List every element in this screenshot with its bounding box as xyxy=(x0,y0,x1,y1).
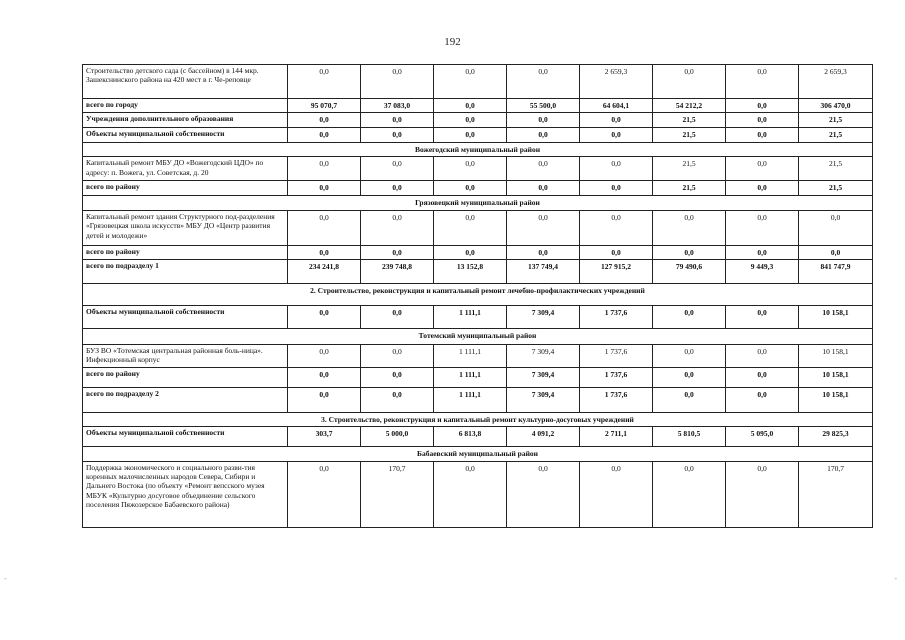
row-label: Объекты муниципальной собственности xyxy=(83,305,288,328)
value-cell: 0,0 xyxy=(361,387,434,412)
value-cell: 0,0 xyxy=(580,181,653,196)
value-cell: 55 500,0 xyxy=(507,99,580,113)
value-cell: 4 091,2 xyxy=(507,427,580,447)
value-cell: 0,0 xyxy=(507,65,580,99)
value-cell: 0,0 xyxy=(726,305,799,328)
value-cell: 0,0 xyxy=(507,128,580,143)
section-heading-row xyxy=(83,143,873,157)
value-cell: 1 111,1 xyxy=(434,305,507,328)
value-cell: 54 212,2 xyxy=(653,99,726,113)
value-cell: 13 152,8 xyxy=(434,259,507,283)
value-cell: 137 749,4 xyxy=(507,259,580,283)
value-cell: 0,0 xyxy=(580,128,653,143)
total-row xyxy=(83,99,873,113)
total-row xyxy=(83,305,873,328)
value-cell: 1 111,1 xyxy=(434,387,507,412)
section-heading: Вожегодский муниципальный район xyxy=(83,143,873,157)
value-cell: 0,0 xyxy=(726,157,799,181)
table-body xyxy=(83,65,873,528)
value-cell: 0,0 xyxy=(361,157,434,181)
value-cell: 0,0 xyxy=(580,113,653,128)
value-cell: 21,5 xyxy=(799,157,873,181)
value-cell: 0,0 xyxy=(288,367,361,387)
value-cell: 10 158,1 xyxy=(799,387,873,412)
value-cell: 0,0 xyxy=(799,210,873,245)
value-cell: 2 659,3 xyxy=(580,65,653,99)
value-cell: 79 490,6 xyxy=(653,259,726,283)
value-cell: 95 070,7 xyxy=(288,99,361,113)
value-cell: 29 825,3 xyxy=(799,427,873,447)
value-cell: 0,0 xyxy=(288,344,361,367)
value-cell: 21,5 xyxy=(653,128,726,143)
value-cell: 0,0 xyxy=(288,387,361,412)
row-label: всего по подразделу 2 xyxy=(83,387,288,412)
value-cell: 0,0 xyxy=(288,128,361,143)
value-cell: 0,0 xyxy=(799,245,873,259)
value-cell: 0,0 xyxy=(653,65,726,99)
value-cell: 0,0 xyxy=(434,461,507,527)
row-label: Капитальный ремонт здания Структурного под-разделения «Грязовецкая школа искусств» МБУ ДО «Центр развития детей и молодежи» xyxy=(83,210,288,245)
value-cell: 0,0 xyxy=(361,245,434,259)
value-cell: 0,0 xyxy=(653,210,726,245)
value-cell: 0,0 xyxy=(580,210,653,245)
value-cell: 0,0 xyxy=(288,65,361,99)
value-cell: 0,0 xyxy=(507,461,580,527)
value-cell: 2 711,1 xyxy=(580,427,653,447)
section-heading-row xyxy=(83,196,873,210)
value-cell: 21,5 xyxy=(653,181,726,196)
section-heading: Бабаевский муниципальный район xyxy=(83,447,873,461)
scan-edge-mark-right: - xyxy=(894,574,897,583)
total-row xyxy=(83,113,873,128)
total-row xyxy=(83,259,873,283)
total-row xyxy=(83,367,873,387)
row-label: Поддержка экономического и социального разви-тия коренных малочисленных народов Севера, Сибири и Дальнего Востока (по объекту «Ремонт вепсского музея МБУК «Культурно досуговое объединение сельского поселения Пяжозерское Бабаевского района) xyxy=(83,461,288,527)
value-cell: 306 470,0 xyxy=(799,99,873,113)
row-label: Объекты муниципальной собственности xyxy=(83,427,288,447)
value-cell: 9 449,3 xyxy=(726,259,799,283)
row-label: Капитальный ремонт МБУ ДО «Вожегодский ЦДО» по адресу: п. Вожега, ул. Советская, д. 20 xyxy=(83,157,288,181)
value-cell: 0,0 xyxy=(434,245,507,259)
row-label: всего по району xyxy=(83,367,288,387)
value-cell: 0,0 xyxy=(434,128,507,143)
total-row xyxy=(83,427,873,447)
total-row xyxy=(83,245,873,259)
row-label: всего по району xyxy=(83,245,288,259)
page-number: 192 xyxy=(444,36,461,48)
value-cell: 0,0 xyxy=(288,245,361,259)
value-cell: 0,0 xyxy=(653,245,726,259)
section-heading-row xyxy=(83,412,873,426)
table-row xyxy=(83,461,873,527)
row-label: Объекты муниципальной собственности xyxy=(83,128,288,143)
value-cell: 0,0 xyxy=(726,344,799,367)
value-cell: 0,0 xyxy=(726,367,799,387)
value-cell: 303,7 xyxy=(288,427,361,447)
total-row xyxy=(83,387,873,412)
value-cell: 1 737,6 xyxy=(580,344,653,367)
value-cell: 841 747,9 xyxy=(799,259,873,283)
section-heading: Грязовецкий муниципальный район xyxy=(83,196,873,210)
table-row xyxy=(83,344,873,367)
value-cell: 21,5 xyxy=(799,128,873,143)
value-cell: 0,0 xyxy=(726,113,799,128)
value-cell: 0,0 xyxy=(653,305,726,328)
value-cell: 0,0 xyxy=(361,113,434,128)
row-label: всего по городу xyxy=(83,99,288,113)
value-cell: 0,0 xyxy=(288,157,361,181)
row-label: всего по подразделу 1 xyxy=(83,259,288,283)
table-row xyxy=(83,65,873,99)
row-label: Строительство детского сада (с бассейном) в 144 мкр. Зашекснинского района на 420 мест в г. Че-реповце xyxy=(83,65,288,99)
value-cell: 0,0 xyxy=(288,181,361,196)
value-cell: 0,0 xyxy=(653,387,726,412)
value-cell: 1 111,1 xyxy=(434,367,507,387)
value-cell: 234 241,8 xyxy=(288,259,361,283)
value-cell: 0,0 xyxy=(726,128,799,143)
value-cell: 0,0 xyxy=(726,461,799,527)
row-label: Учреждения дополнительного образования xyxy=(83,113,288,128)
section-heading: 3. Строительство, реконструкция и капитальный ремонт культурно-досуговых учреждений xyxy=(83,412,873,426)
section-heading-row xyxy=(83,328,873,344)
value-cell: 127 915,2 xyxy=(580,259,653,283)
table-row xyxy=(83,157,873,181)
value-cell: 0,0 xyxy=(580,245,653,259)
value-cell: 0,0 xyxy=(288,305,361,328)
value-cell: 0,0 xyxy=(653,367,726,387)
value-cell: 7 309,4 xyxy=(507,344,580,367)
value-cell: 21,5 xyxy=(799,113,873,128)
value-cell: 0,0 xyxy=(726,65,799,99)
scan-edge-mark-left: - xyxy=(4,574,7,583)
value-cell: 2 659,3 xyxy=(799,65,873,99)
value-cell: 0,0 xyxy=(580,461,653,527)
row-label: всего по району xyxy=(83,181,288,196)
value-cell: 7 309,4 xyxy=(507,367,580,387)
section-heading: Тотемский муниципальный район xyxy=(83,328,873,344)
value-cell: 0,0 xyxy=(434,99,507,113)
value-cell: 0,0 xyxy=(434,113,507,128)
value-cell: 37 083,0 xyxy=(361,99,434,113)
value-cell: 0,0 xyxy=(726,387,799,412)
value-cell: 5 095,0 xyxy=(726,427,799,447)
value-cell: 0,0 xyxy=(580,157,653,181)
value-cell: 10 158,1 xyxy=(799,344,873,367)
total-row xyxy=(83,128,873,143)
value-cell: 0,0 xyxy=(726,99,799,113)
value-cell: 21,5 xyxy=(799,181,873,196)
total-row xyxy=(83,181,873,196)
value-cell: 0,0 xyxy=(726,181,799,196)
value-cell: 0,0 xyxy=(361,128,434,143)
value-cell: 0,0 xyxy=(361,305,434,328)
value-cell: 0,0 xyxy=(288,461,361,527)
value-cell: 170,7 xyxy=(361,461,434,527)
value-cell: 0,0 xyxy=(434,157,507,181)
value-cell: 10 158,1 xyxy=(799,367,873,387)
value-cell: 7 309,4 xyxy=(507,305,580,328)
value-cell: 0,0 xyxy=(507,181,580,196)
value-cell: 0,0 xyxy=(726,245,799,259)
value-cell: 64 604,1 xyxy=(580,99,653,113)
value-cell: 0,0 xyxy=(434,181,507,196)
value-cell: 0,0 xyxy=(653,344,726,367)
value-cell: 0,0 xyxy=(507,245,580,259)
value-cell: 0,0 xyxy=(507,157,580,181)
value-cell: 6 813,8 xyxy=(434,427,507,447)
table-row xyxy=(83,210,873,245)
section-heading: 2. Строительство, реконструкция и капитальный ремонт лечебно-профилактических учреждений xyxy=(83,283,873,305)
value-cell: 0,0 xyxy=(361,65,434,99)
value-cell: 0,0 xyxy=(434,210,507,245)
value-cell: 21,5 xyxy=(653,157,726,181)
value-cell: 0,0 xyxy=(288,113,361,128)
value-cell: 0,0 xyxy=(361,210,434,245)
value-cell: 0,0 xyxy=(361,181,434,196)
value-cell: 5 000,0 xyxy=(361,427,434,447)
value-cell: 7 309,4 xyxy=(507,387,580,412)
value-cell: 0,0 xyxy=(653,461,726,527)
value-cell: 1 111,1 xyxy=(434,344,507,367)
value-cell: 170,7 xyxy=(799,461,873,527)
value-cell: 0,0 xyxy=(726,210,799,245)
value-cell: 0,0 xyxy=(288,210,361,245)
value-cell: 1 737,6 xyxy=(580,367,653,387)
value-cell: 0,0 xyxy=(507,210,580,245)
value-cell: 0,0 xyxy=(361,367,434,387)
budget-table xyxy=(82,64,873,528)
value-cell: 239 748,8 xyxy=(361,259,434,283)
section-heading-row xyxy=(83,283,873,305)
value-cell: 1 737,6 xyxy=(580,305,653,328)
value-cell: 10 158,1 xyxy=(799,305,873,328)
value-cell: 0,0 xyxy=(361,344,434,367)
row-label: БУЗ ВО «Тотемская центральная районная боль-ница». Инфекционный корпус xyxy=(83,344,288,367)
value-cell: 0,0 xyxy=(507,113,580,128)
value-cell: 5 810,5 xyxy=(653,427,726,447)
value-cell: 0,0 xyxy=(434,65,507,99)
section-heading-row xyxy=(83,447,873,461)
value-cell: 21,5 xyxy=(653,113,726,128)
value-cell: 1 737,6 xyxy=(580,387,653,412)
